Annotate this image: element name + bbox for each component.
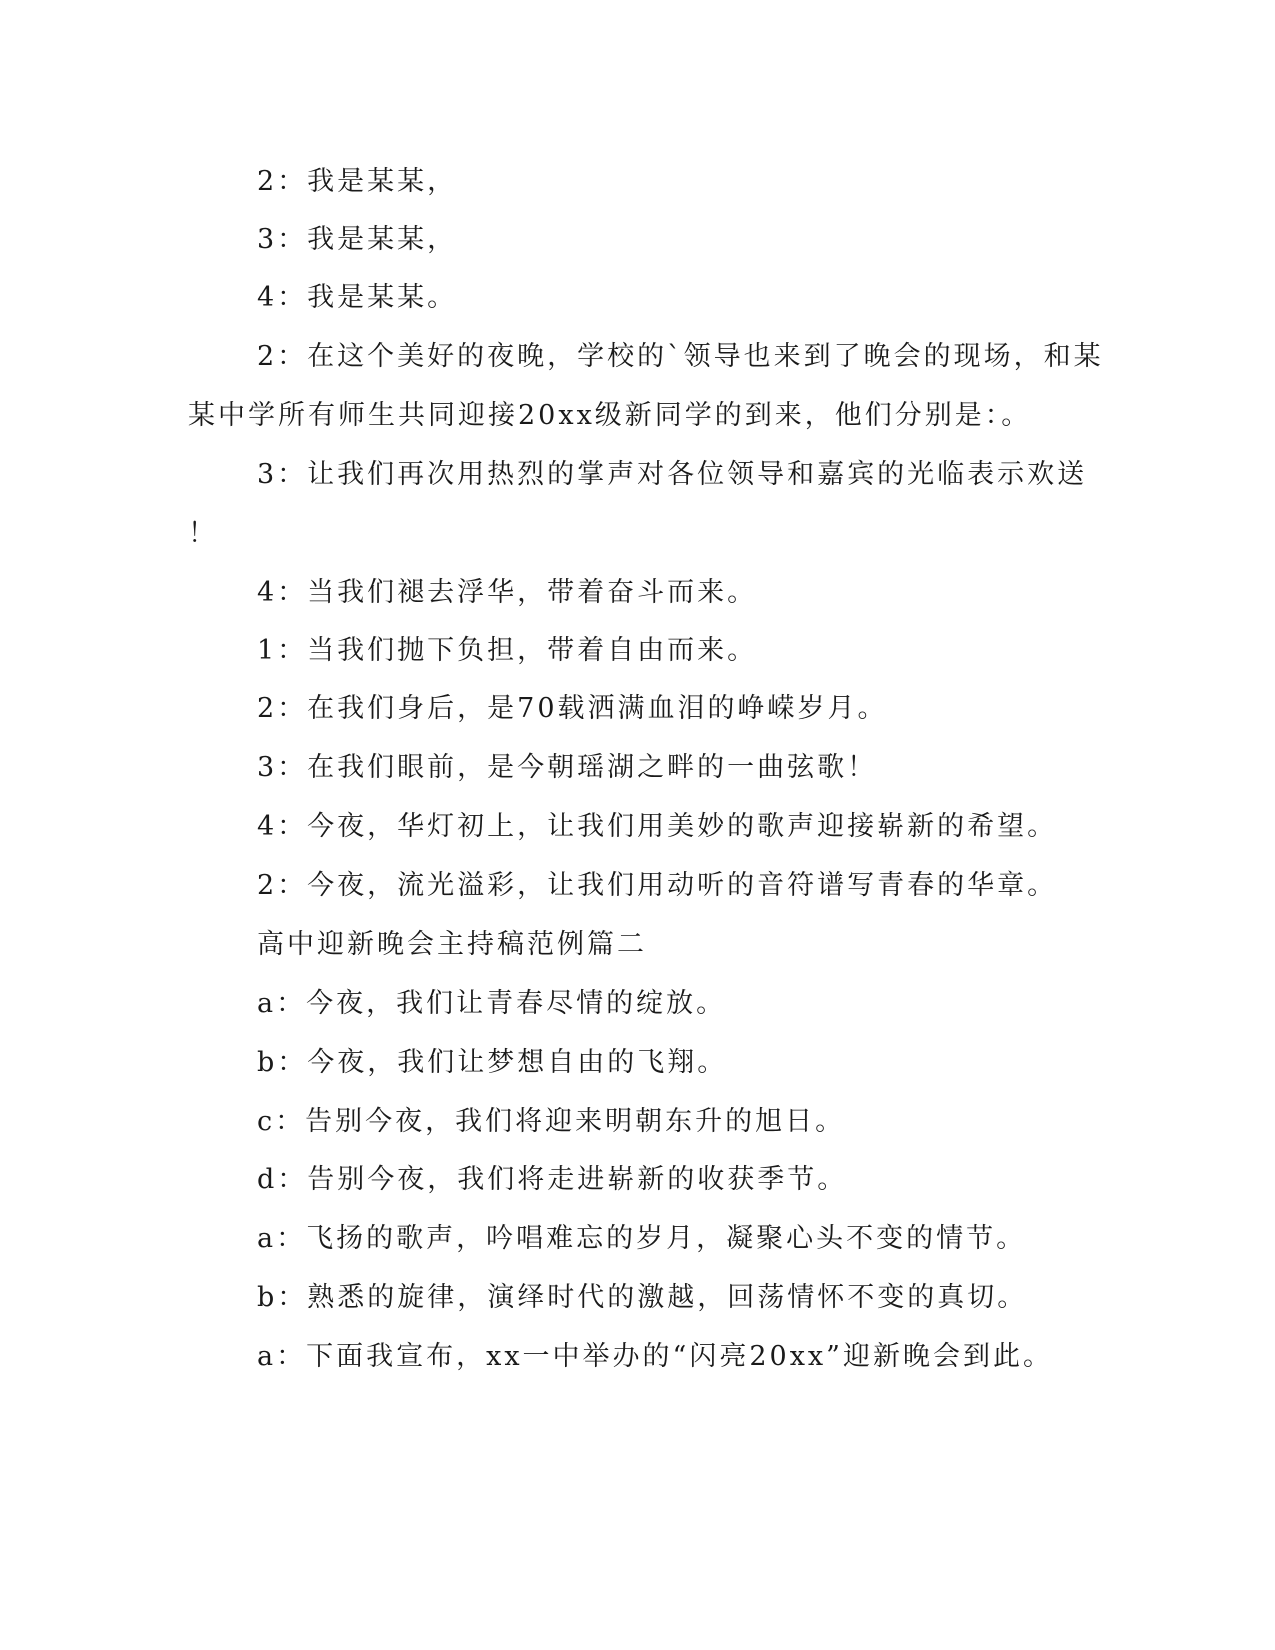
script-line: c：告别今夜，我们将迎来明朝东升的旭日。 [257, 1106, 846, 1137]
script-line-continuation: 某中学所有师生共同迎接20xx级新同学的到来，他们分别是：。 [188, 400, 1032, 431]
script-line: 3：让我们再次用热烈的掌声对各位领导和嘉宾的光临表示欢送 [257, 459, 1088, 490]
script-line: 4：我是某某。 [257, 282, 458, 313]
script-line: 3：在我们眼前，是今朝瑶湖之畔的一曲弦歌！ [257, 752, 878, 783]
script-line: a：飞扬的歌声，吟唱难忘的岁月，凝聚心头不变的情节。 [257, 1223, 1027, 1254]
script-line: 4：当我们褪去浮华，带着奋斗而来。 [257, 577, 758, 608]
script-line: a：下面我宣布，xx一中举办的“闪亮20xx”迎新晚会到此。 [257, 1341, 1053, 1372]
script-line: 1：当我们抛下负担，带着自由而来。 [257, 635, 758, 666]
script-line: 2：在我们身后，是70载洒满血泪的峥嵘岁月。 [257, 693, 888, 724]
script-line: d：告别今夜，我们将走进崭新的收获季节。 [257, 1164, 848, 1195]
script-line: b：熟悉的旋律，演绎时代的激越，回荡情怀不变的真切。 [257, 1282, 1028, 1313]
script-line: 2：在这个美好的夜晚，学校的`领导也来到了晚会的现场，和某 [257, 341, 1104, 372]
script-line: 3：我是某某， [257, 224, 458, 255]
section-heading: 高中迎新晚会主持稿范例篇二 [257, 929, 647, 960]
script-line: 4：今夜，华灯初上，让我们用美妙的歌声迎接崭新的希望。 [257, 811, 1058, 842]
script-line: 2：我是某某， [257, 166, 458, 197]
script-line-continuation: ！ [188, 518, 218, 549]
script-line: 2：今夜，流光溢彩，让我们用动听的音符谱写青春的华章。 [257, 870, 1058, 901]
script-line: a：今夜，我们让青春尽情的绽放。 [257, 988, 727, 1019]
script-line: b：今夜，我们让梦想自由的飞翔。 [257, 1047, 728, 1078]
